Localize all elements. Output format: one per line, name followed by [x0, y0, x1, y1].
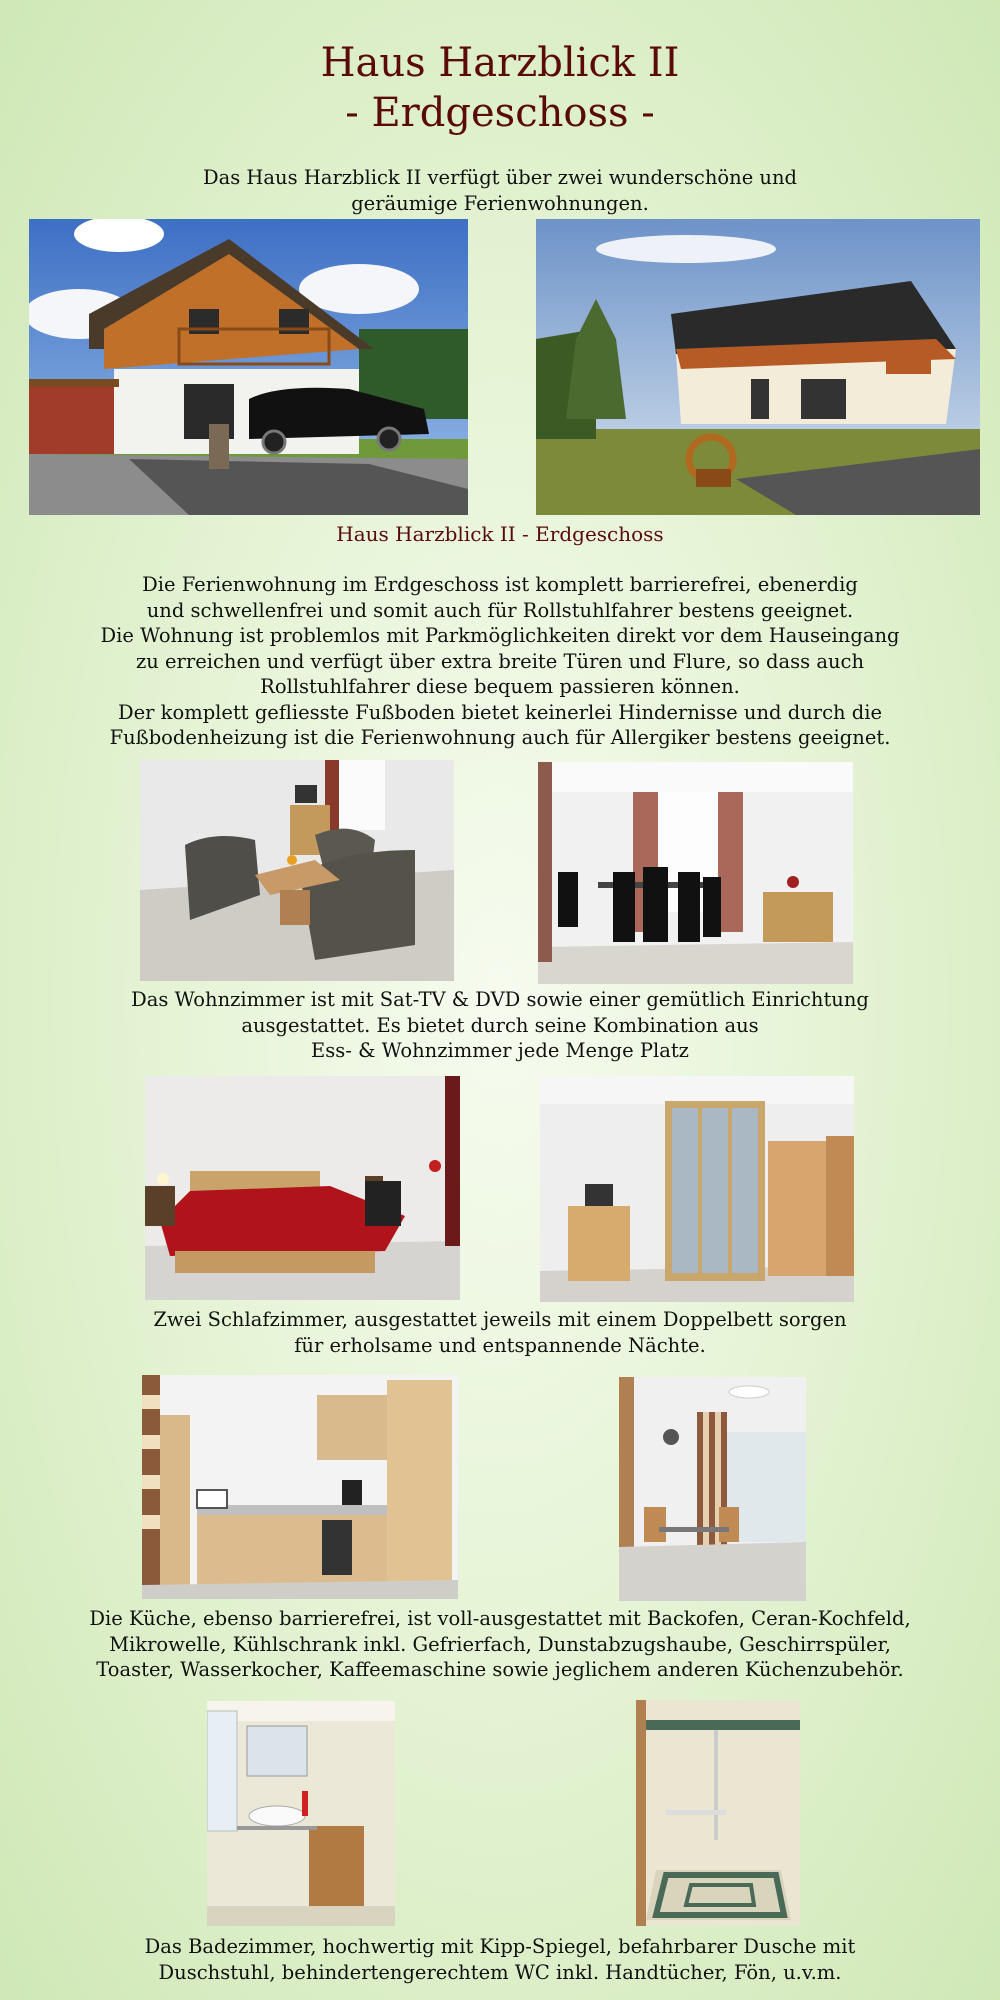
dining-room-photo — [538, 762, 853, 984]
description-line: zu erreichen und verfügt über extra breite Türen und Flure, so dass auch — [135, 649, 864, 673]
kitchen-line: Toaster, Wasserkocher, Kaffeemaschine sowie jeglichem anderen Küchenzubehör. — [96, 1658, 904, 1681]
bathroom-line: Duschstuhl, behindertengerechtem WC inkl. Handtücher, Fön, u.v.m. — [158, 1960, 842, 1984]
kitchen-line: Die Küche, ebenso barrierefrei, ist voll-ausgestattet mit Backofen, Ceran-Kochfeld, — [89, 1607, 911, 1630]
bedroom-wardrobe-photo — [540, 1076, 854, 1302]
bathroom-shower-photo — [636, 1700, 800, 1926]
kitchen-photo — [142, 1375, 458, 1599]
page-title: Haus Harzblick II — [320, 40, 680, 86]
house-caption: Haus Harzblick II - Erdgeschoss — [336, 522, 664, 546]
description-line: und schwellenfrei und somit auch für Rollstuhlfahrer bestens geeignet. — [146, 598, 854, 622]
living-room-text — [20, 987, 980, 1064]
page-subtitle: - Erdgeschoss - — [345, 90, 655, 136]
description-line: Der komplett gefliesste Fußboden bietet keinerlei Hindernisse und durch die — [117, 700, 883, 724]
bathroom-text — [20, 1934, 980, 1985]
bathroom-sink-photo — [207, 1701, 395, 1926]
living-line: ausgestattet. Es bietet durch seine Kombination aus — [241, 1013, 759, 1037]
intro-text — [20, 165, 980, 216]
description-text — [20, 572, 980, 751]
description-line: Die Ferienwohnung im Erdgeschoss ist komplett barrierefrei, ebenerdig — [142, 573, 858, 596]
kitchen-text — [20, 1606, 980, 1683]
intro-line: Das Haus Harzblick II verfügt über zwei wunderschöne und — [202, 166, 798, 189]
intro-line: geräumige Ferienwohnungen. — [351, 191, 649, 215]
description-line: Rollstuhlfahrer diese bequem passieren können. — [260, 675, 740, 698]
bedroom-text — [20, 1307, 980, 1358]
living-room-photo — [140, 760, 454, 981]
living-line: Das Wohnzimmer ist mit Sat-TV & DVD sowie einer gemütlich Einrichtung — [131, 988, 869, 1011]
living-line: Ess- & Wohnzimmer jede Menge Platz — [311, 1039, 689, 1062]
house-front-photo — [29, 219, 468, 515]
kitchen-dining-photo — [619, 1377, 806, 1601]
bathroom-line: Das Badezimmer, hochwertig mit Kipp-Spiegel, befahrbarer Dusche mit — [144, 1935, 856, 1958]
bedroom-line: Zwei Schlafzimmer, ausgestattet jeweils mit einem Doppelbett sorgen — [153, 1308, 847, 1331]
house-side-photo — [536, 219, 980, 515]
description-line: Fußbodenheizung ist die Ferienwohnung auch für Allergiker bestens geeignet. — [109, 726, 891, 749]
bedroom-photo — [145, 1076, 460, 1300]
kitchen-line: Mikrowelle, Kühlschrank inkl. Gefrierfach, Dunstabzugshaube, Geschirrspüler, — [109, 1632, 891, 1656]
bedroom-line: für erholsame und entspannende Nächte. — [294, 1333, 706, 1357]
description-line: Die Wohnung ist problemlos mit Parkmöglichkeiten direkt vor dem Hauseingang — [100, 624, 900, 647]
